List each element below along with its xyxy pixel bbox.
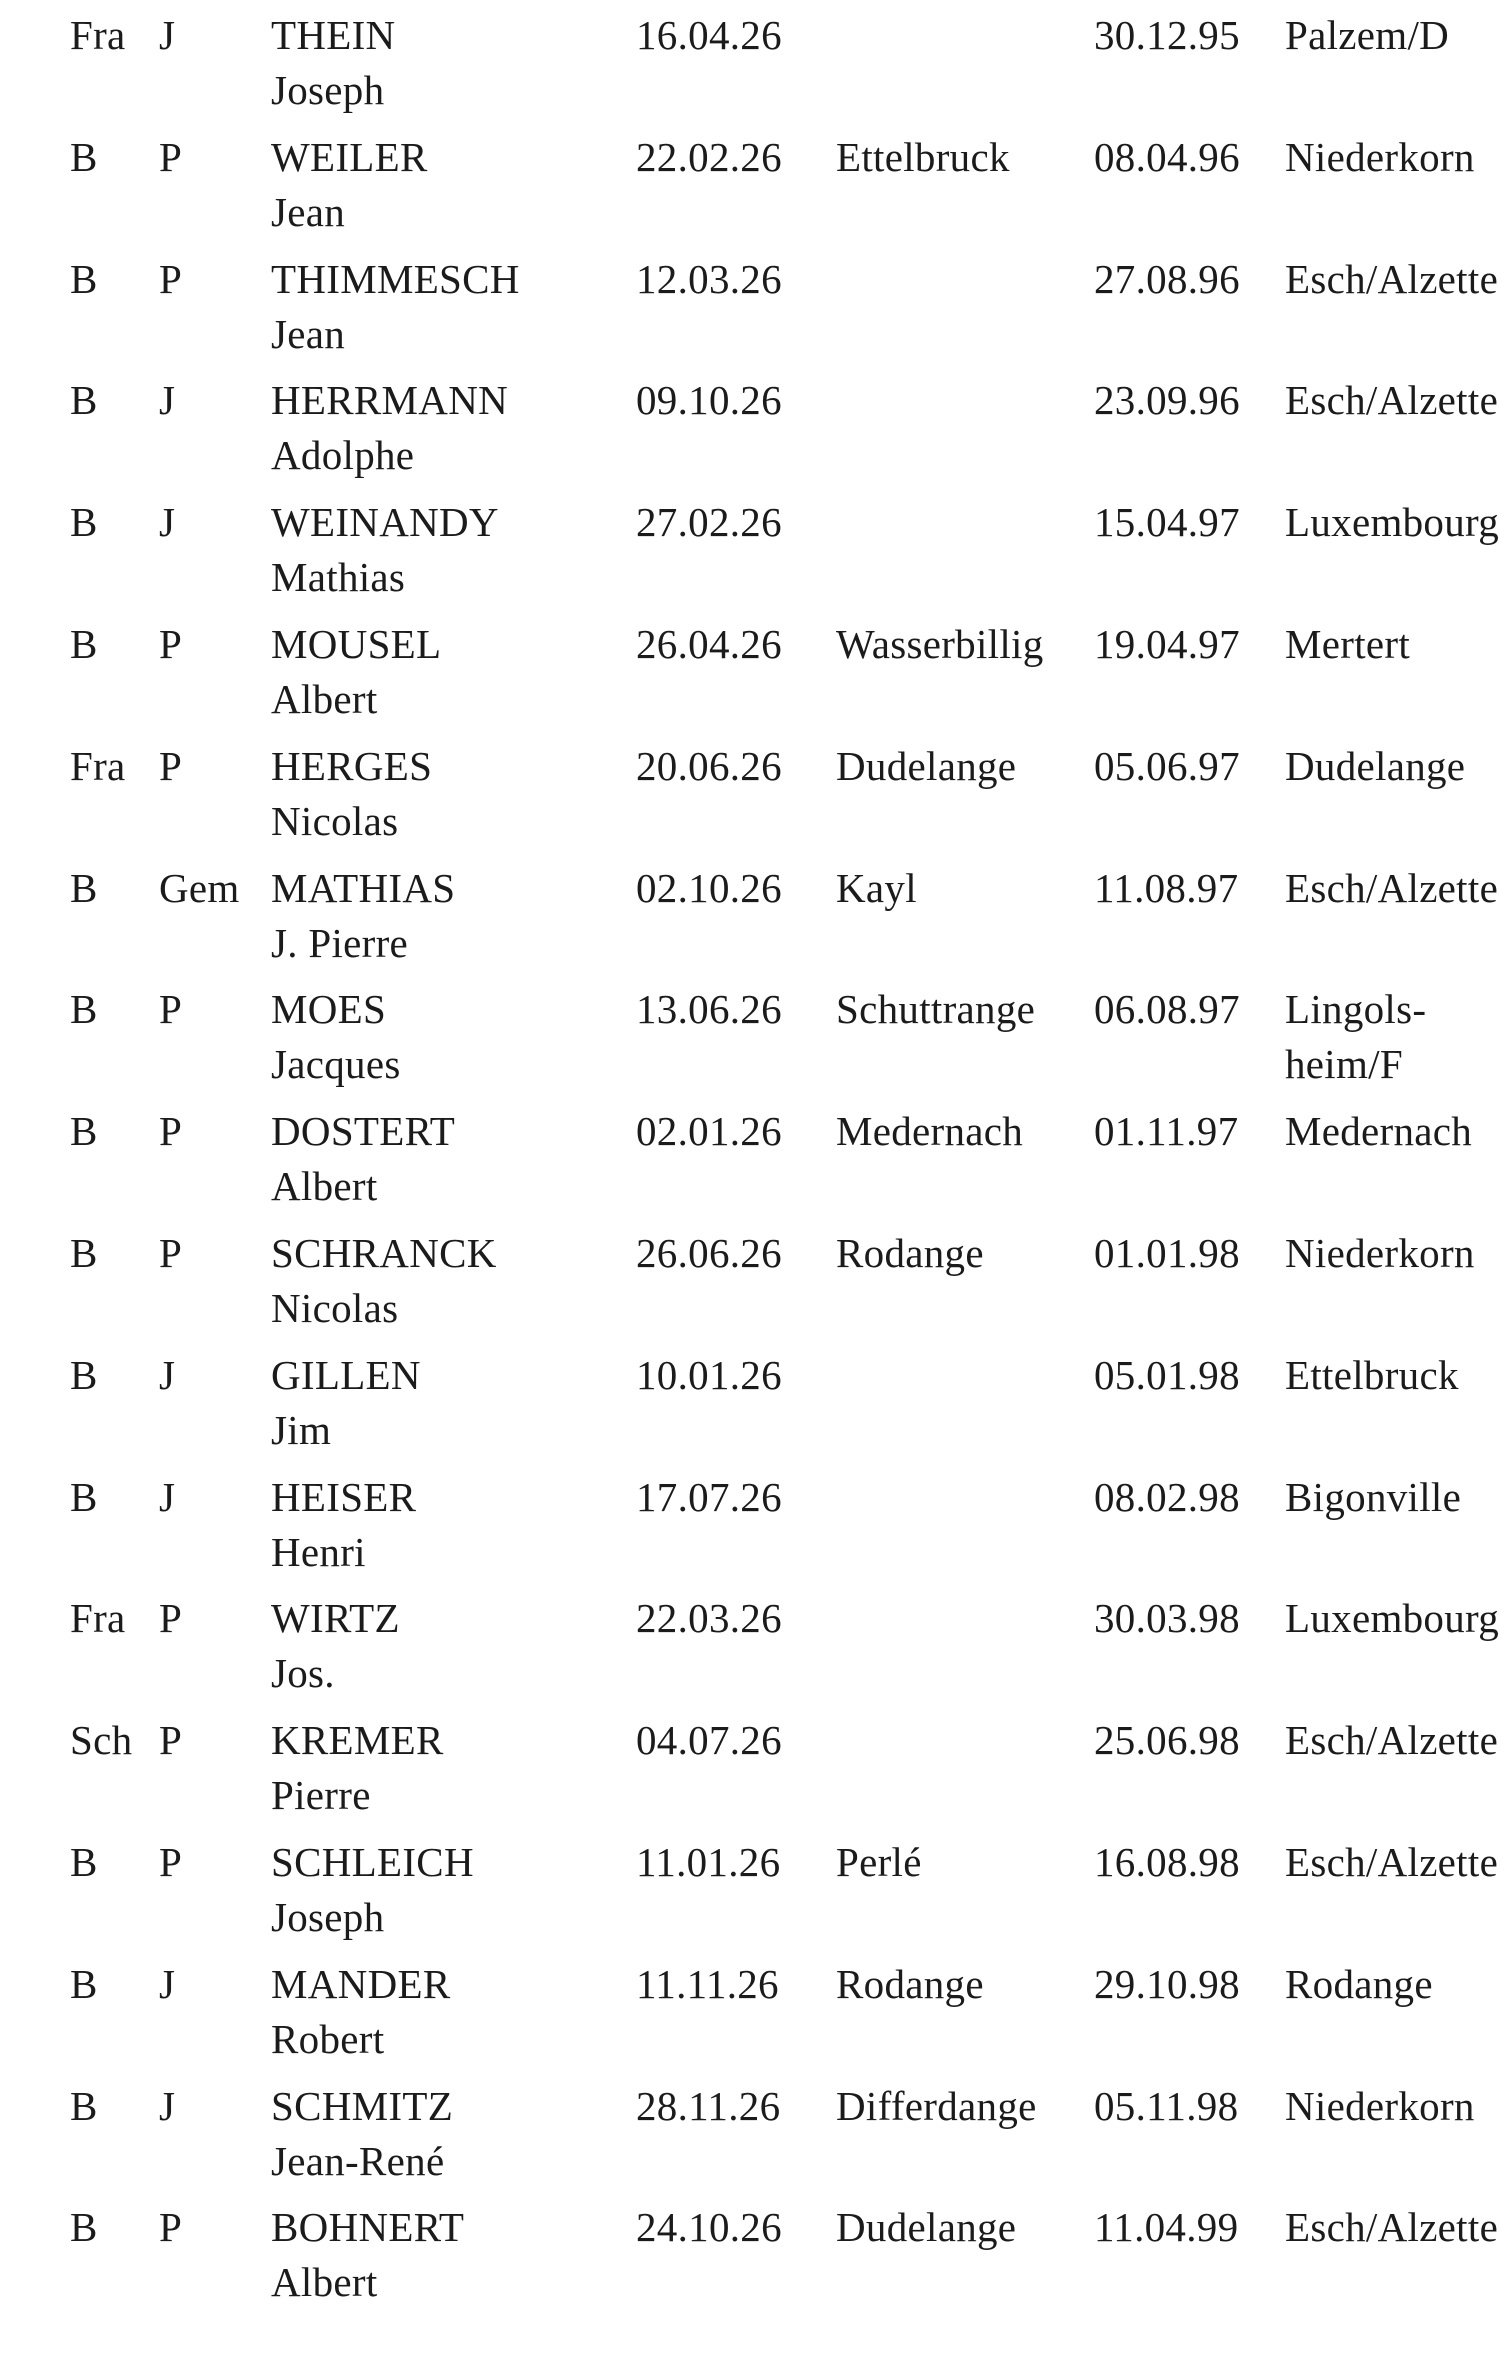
birth-place: Rodange: [836, 1960, 984, 2007]
surname: BOHNERT: [271, 2204, 465, 2251]
death-date: 25.06.98: [1094, 1717, 1240, 1764]
death-date: 30.03.98: [1094, 1595, 1240, 1642]
birth-place: Kayl: [836, 864, 917, 911]
table-row: [0, 495, 1507, 617]
kind-cell: [159, 1348, 175, 1403]
order-cell: [70, 1713, 132, 1768]
kind-code: J: [159, 1351, 176, 1398]
death-date: 27.08.96: [1094, 255, 1240, 302]
name-cell: [271, 1104, 455, 1214]
kind-code: J: [159, 12, 176, 58]
table-row: [0, 2079, 1507, 2201]
death-place-cell: [1285, 2200, 1507, 2255]
death-place-cell: [1285, 1470, 1507, 1525]
birth-date: 10.01.26: [636, 1351, 782, 1398]
death-place-cell: [1285, 982, 1507, 1092]
death-date-cell: [1094, 1835, 1240, 1890]
death-date: 05.11.98: [1094, 2082, 1239, 2129]
death-date: 29.10.98: [1094, 1960, 1240, 2007]
death-place-cell: [1285, 8, 1507, 63]
death-date-cell: [1094, 373, 1240, 428]
kind-code: J: [159, 499, 176, 546]
birth-date-cell: [636, 1591, 782, 1646]
order-cell: [70, 739, 126, 794]
death-place: Esch/Alzette: [1285, 2204, 1499, 2251]
birth-date-cell: [636, 252, 782, 307]
death-date: 23.09.96: [1094, 377, 1240, 424]
table-row: [0, 1713, 1507, 1835]
name-cell: [271, 495, 499, 605]
birth-place-cell: [836, 2200, 1016, 2255]
order-code: Sch: [70, 1717, 133, 1764]
table-row: [0, 2200, 1507, 2322]
birth-date-cell: [636, 1470, 782, 1525]
table-row: [0, 8, 1507, 130]
death-place-cell: [1285, 2079, 1507, 2134]
birth-date: 02.01.26: [636, 1108, 782, 1155]
death-date-cell: [1094, 1591, 1240, 1646]
kind-cell: [159, 373, 175, 428]
death-place: Niederkorn: [1285, 133, 1475, 180]
death-date: 19.04.97: [1094, 621, 1240, 667]
kind-code: J: [159, 1960, 176, 2007]
death-date-cell: [1094, 1470, 1240, 1525]
birth-place: Differdange: [836, 2082, 1037, 2129]
first-name: Joseph: [271, 1894, 385, 1940]
death-date-cell: [1094, 2200, 1238, 2255]
birth-date-cell: [636, 1957, 779, 2012]
birth-place-cell: [836, 2079, 1037, 2134]
name-cell: [271, 1957, 450, 2067]
death-place: Esch/Alzette: [1285, 1717, 1499, 1764]
birth-date: 17.07.26: [636, 1473, 782, 1520]
order-cell: [70, 373, 98, 428]
birth-place-cell: [836, 861, 917, 916]
name-cell: [271, 130, 428, 240]
order-code: B: [70, 1473, 98, 1520]
death-place-cell: [1285, 1713, 1507, 1768]
surname: MOUSEL: [271, 621, 442, 667]
order-code: B: [70, 377, 98, 424]
kind-code: J: [159, 2082, 176, 2129]
order-cell: [70, 617, 98, 672]
kind-cell: [159, 252, 182, 307]
death-place: Dudelange: [1285, 742, 1466, 789]
kind-code: J: [159, 1473, 176, 1520]
order-code: B: [70, 1839, 98, 1885]
surname: MATHIAS: [271, 864, 456, 911]
death-date: 08.02.98: [1094, 1473, 1240, 1520]
kind-cell: [159, 130, 182, 185]
surname: THIMMESCH: [271, 255, 520, 302]
death-date: 11.04.99: [1094, 2204, 1239, 2251]
surname: HERRMANN: [271, 377, 509, 424]
death-date: 11.08.97: [1094, 864, 1239, 911]
death-place-cell: [1285, 617, 1507, 672]
death-place: Esch/Alzette: [1285, 255, 1499, 302]
birth-date-cell: [636, 495, 782, 550]
kind-code: P: [159, 2204, 183, 2251]
kind-cell: [159, 2200, 182, 2255]
name-cell: [271, 373, 508, 483]
death-date: 15.04.97: [1094, 499, 1240, 546]
kind-code: P: [159, 1717, 183, 1764]
surname: WEILER: [271, 133, 428, 180]
death-date-cell: [1094, 617, 1240, 672]
kind-cell: [159, 982, 182, 1037]
first-name: Jean-René: [271, 2137, 445, 2184]
kind-cell: [159, 1835, 182, 1890]
first-name: Pierre: [271, 1772, 371, 1819]
birth-place-cell: [836, 617, 1044, 672]
death-place: Bigonville: [1285, 1473, 1462, 1520]
table-row: [0, 130, 1507, 252]
surname: KREMER: [271, 1717, 444, 1764]
name-cell: [271, 2200, 464, 2310]
birth-place-cell: [836, 739, 1016, 794]
birth-date-cell: [636, 617, 782, 672]
name-cell: [271, 1348, 421, 1458]
table-row: [0, 861, 1507, 983]
kind-cell: [159, 1591, 182, 1646]
name-cell: [271, 1713, 444, 1823]
death-place-cell: [1285, 1348, 1507, 1403]
table-row: [0, 1835, 1507, 1957]
order-cell: [70, 252, 98, 307]
death-place: Luxembourg: [1285, 1595, 1500, 1642]
birth-date: 12.03.26: [636, 255, 782, 302]
death-date-cell: [1094, 861, 1238, 916]
surname: MOES: [271, 986, 387, 1033]
table-row: [0, 1348, 1507, 1470]
order-code: B: [70, 499, 98, 546]
death-place-cell: [1285, 1226, 1507, 1281]
birth-date-cell: [636, 1835, 780, 1890]
surname: HEISER: [271, 1473, 417, 1520]
death-place: Mertert: [1285, 621, 1411, 667]
surname: HERGES: [271, 742, 433, 789]
kind-cell: [159, 1957, 175, 2012]
first-name: Jos.: [271, 1650, 335, 1697]
birth-place-cell: [836, 1104, 1023, 1159]
birth-date-cell: [636, 130, 782, 185]
kind-cell: [159, 495, 175, 550]
first-name: Jim: [271, 1406, 332, 1453]
name-cell: [271, 739, 432, 849]
name-cell: [271, 617, 441, 727]
birth-date-cell: [636, 1713, 782, 1768]
death-place-cell: [1285, 1835, 1507, 1890]
birth-date: 09.10.26: [636, 377, 782, 424]
death-date: 08.04.96: [1094, 133, 1240, 180]
death-place: Esch/Alzette: [1285, 377, 1499, 424]
birth-date: 04.07.26: [636, 1717, 782, 1764]
birth-date: 11.11.26: [636, 1960, 779, 2007]
birth-date-cell: [636, 1348, 782, 1403]
order-cell: [70, 1835, 98, 1890]
birth-date: 28.11.26: [636, 2082, 781, 2129]
birth-place-cell: [836, 1835, 922, 1890]
order-cell: [70, 1226, 98, 1281]
surname: SCHMITZ: [271, 2082, 454, 2129]
order-code: Fra: [70, 1595, 126, 1642]
death-date: 01.01.98: [1094, 1230, 1240, 1276]
order-code: B: [70, 621, 98, 667]
order-cell: [70, 2079, 98, 2134]
kind-code: Gem: [159, 864, 240, 911]
death-date-cell: [1094, 252, 1240, 307]
order-code: B: [70, 986, 98, 1033]
first-name: J. Pierre: [271, 919, 409, 966]
order-cell: [70, 495, 98, 550]
birth-place: Perlé: [836, 1839, 922, 1885]
birth-date-cell: [636, 982, 782, 1037]
birth-date: 02.10.26: [636, 864, 782, 911]
name-cell: [271, 861, 455, 971]
name-cell: [271, 982, 401, 1092]
death-date-cell: [1094, 130, 1240, 185]
order-code: B: [70, 1108, 98, 1155]
birth-date-cell: [636, 739, 782, 794]
surname: WEINANDY: [271, 499, 499, 546]
kind-code: P: [159, 255, 183, 302]
birth-place: Schuttrange: [836, 986, 1036, 1033]
first-name: Jacques: [271, 1041, 401, 1088]
death-place: Luxembourg: [1285, 499, 1500, 546]
death-place: Niederkorn: [1285, 1230, 1475, 1276]
kind-code: P: [159, 1839, 183, 1885]
kind-code: P: [159, 742, 183, 789]
surname: SCHRANCK: [271, 1230, 497, 1276]
kind-cell: [159, 2079, 175, 2134]
death-place: Medernach: [1285, 1108, 1473, 1155]
order-code: Fra: [70, 742, 126, 789]
death-place-cell: [1285, 495, 1507, 550]
death-date: 30.12.95: [1094, 12, 1240, 58]
birth-place-cell: [836, 982, 1035, 1037]
death-date-cell: [1094, 1226, 1240, 1281]
first-name: Albert: [271, 2259, 378, 2306]
order-cell: [70, 1104, 98, 1159]
first-name: Nicolas: [271, 1285, 399, 1331]
birth-date: 26.04.26: [636, 621, 782, 667]
order-code: B: [70, 1351, 98, 1398]
order-cell: [70, 8, 126, 63]
order-cell: [70, 130, 98, 185]
death-date-cell: [1094, 982, 1240, 1037]
kind-cell: [159, 1470, 175, 1525]
death-place-cell: [1285, 1104, 1507, 1159]
table-row: [0, 739, 1507, 861]
kind-cell: [159, 1713, 182, 1768]
name-cell: [271, 252, 520, 362]
death-date-cell: [1094, 1348, 1240, 1403]
death-date-cell: [1094, 2079, 1238, 2134]
table-row: [0, 1591, 1507, 1713]
birth-place-cell: [836, 130, 1010, 185]
birth-date: 11.01.26: [636, 1839, 781, 1885]
first-name: Jean: [271, 188, 346, 235]
first-name: Henri: [271, 1528, 366, 1575]
table-row: [0, 1104, 1507, 1226]
surname: THEIN: [271, 12, 396, 58]
table-row: [0, 373, 1507, 495]
kind-cell: [159, 1226, 182, 1281]
order-cell: [70, 2200, 98, 2255]
birth-date: 22.02.26: [636, 133, 782, 180]
birth-date-cell: [636, 861, 782, 916]
kind-code: P: [159, 1108, 183, 1155]
death-place: Niederkorn: [1285, 2082, 1475, 2129]
surname: SCHLEICH: [271, 1839, 474, 1885]
first-name: Mathias: [271, 554, 406, 601]
order-code: B: [70, 1230, 98, 1276]
kind-cell: [159, 8, 175, 63]
order-cell: [70, 982, 98, 1037]
surname: MANDER: [271, 1960, 451, 2007]
death-place: Esch/Alzette: [1285, 864, 1499, 911]
death-date-cell: [1094, 1713, 1240, 1768]
death-place: Lingols-: [1285, 986, 1427, 1033]
kind-code: P: [159, 621, 183, 667]
kind-code: J: [159, 377, 176, 424]
name-cell: [271, 2079, 453, 2189]
table-row: [0, 1470, 1507, 1592]
birth-place: Medernach: [836, 1108, 1024, 1155]
first-name: Jean: [271, 310, 346, 357]
surname: GILLEN: [271, 1351, 421, 1398]
death-place-cell: [1285, 252, 1507, 307]
order-code: B: [70, 2204, 98, 2251]
first-name: Adolphe: [271, 432, 415, 479]
order-code: B: [70, 255, 98, 302]
birth-date: 24.10.26: [636, 2204, 782, 2251]
table-row: [0, 982, 1507, 1104]
kind-code: P: [159, 1230, 183, 1276]
birth-place: Dudelange: [836, 2204, 1017, 2251]
order-code: B: [70, 1960, 98, 2007]
death-date-cell: [1094, 8, 1240, 63]
birth-date: 16.04.26: [636, 12, 782, 58]
death-place: Esch/Alzette: [1285, 1839, 1499, 1885]
death-date-cell: [1094, 1957, 1240, 2012]
name-cell: [271, 1835, 474, 1945]
birth-place-cell: [836, 1226, 984, 1281]
name-cell: [271, 8, 395, 118]
order-cell: [70, 1470, 98, 1525]
table-row: [0, 1226, 1507, 1348]
birth-place: Rodange: [836, 1230, 984, 1276]
kind-cell: [159, 617, 182, 672]
name-cell: [271, 1591, 400, 1701]
table-row: [0, 1957, 1507, 2079]
birth-date: 22.03.26: [636, 1595, 782, 1642]
birth-date-cell: [636, 8, 782, 63]
kind-cell: [159, 1104, 182, 1159]
order-code: B: [70, 2082, 98, 2129]
order-code: Fra: [70, 12, 126, 58]
death-date: 05.06.97: [1094, 742, 1240, 789]
death-place-cell: [1285, 1591, 1507, 1646]
order-code: B: [70, 864, 98, 911]
kind-code: P: [159, 986, 183, 1033]
birth-date: 20.06.26: [636, 742, 782, 789]
death-place: Rodange: [1285, 1960, 1433, 2007]
death-place-cell: [1285, 373, 1507, 428]
table-row: [0, 617, 1507, 739]
table-row: [0, 252, 1507, 374]
birth-date-cell: [636, 2200, 782, 2255]
surname: DOSTERT: [271, 1108, 456, 1155]
order-cell: [70, 1591, 126, 1646]
first-name: Albert: [271, 1163, 378, 1210]
name-cell: [271, 1226, 497, 1336]
death-date-cell: [1094, 739, 1240, 794]
death-place: Palzem/D: [1285, 12, 1450, 58]
first-name: Albert: [271, 676, 378, 722]
death-date-cell: [1094, 495, 1240, 550]
kind-cell: [159, 739, 182, 794]
death-place-cell: [1285, 861, 1507, 916]
kind-code: P: [159, 1595, 183, 1642]
birth-date: 27.02.26: [636, 499, 782, 546]
death-date: 06.08.97: [1094, 986, 1240, 1033]
death-place-cell: [1285, 1957, 1507, 2012]
death-place-cell: [1285, 130, 1507, 185]
birth-place: Wasserbillig: [836, 621, 1044, 667]
order-code: B: [70, 133, 98, 180]
birth-date-cell: [636, 373, 782, 428]
birth-place: Dudelange: [836, 742, 1017, 789]
order-cell: [70, 1957, 98, 2012]
first-name: Nicolas: [271, 797, 399, 844]
first-name: Joseph: [271, 67, 385, 113]
birth-date: 13.06.26: [636, 986, 782, 1033]
name-cell: [271, 1470, 416, 1580]
death-place-continued: heim/F: [1285, 1041, 1403, 1088]
surname: WIRTZ: [271, 1595, 400, 1642]
birth-place: Ettelbruck: [836, 133, 1010, 180]
death-place: Ettelbruck: [1285, 1351, 1459, 1398]
kind-cell: [159, 861, 240, 916]
order-cell: [70, 1348, 98, 1403]
death-date: 16.08.98: [1094, 1839, 1240, 1885]
death-date: 05.01.98: [1094, 1351, 1240, 1398]
birth-place-cell: [836, 1957, 984, 2012]
birth-date-cell: [636, 1104, 782, 1159]
order-cell: [70, 861, 98, 916]
birth-date: 26.06.26: [636, 1230, 782, 1276]
kind-code: P: [159, 133, 183, 180]
death-date: 01.11.97: [1094, 1108, 1239, 1155]
birth-date-cell: [636, 1226, 782, 1281]
first-name: Robert: [271, 2015, 385, 2062]
death-place-cell: [1285, 739, 1507, 794]
death-date-cell: [1094, 1104, 1238, 1159]
birth-date-cell: [636, 2079, 780, 2134]
